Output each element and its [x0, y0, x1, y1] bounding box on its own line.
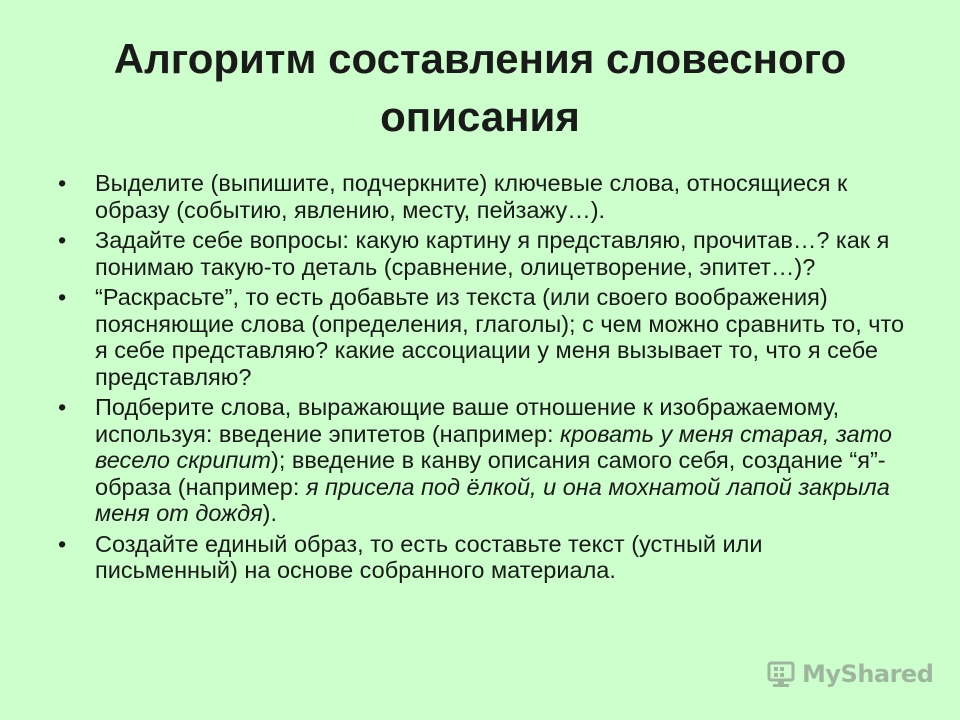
slide-title: Алгоритм составления словесного описания [113, 35, 847, 140]
bullet-marker: • [58, 394, 67, 420]
bullet-item-5 [58, 531, 910, 584]
watermark-text: MyShared [802, 660, 934, 688]
bullet-list [58, 170, 910, 588]
bullet-text: Выделите (выпишите, подчеркните) ключевые слова, относящиеся к образу (событию, явлению, месту, пейзажу…). [95, 170, 848, 223]
watermark [766, 656, 933, 692]
bullet-text: ). [262, 500, 277, 526]
bullet-text: Подберите слова, выражающие ваше отношение к изображаемому, используя: введение эпитетов (например: [95, 394, 840, 447]
bullet-marker: • [58, 530, 67, 557]
bullet-example-italic: кровать у меня старая, зато весело скрипит [95, 420, 892, 473]
bullet-item-4 [58, 394, 910, 527]
bullet-text: Задайте себе вопросы: какую картину я представляю, прочитав…? как я понимаю такую-то деталь (сравнение, олицетворение, эпитет…)? [95, 227, 890, 280]
bullet-marker: • [58, 284, 67, 310]
bullet-item-3 [58, 284, 910, 390]
bullet-item-2 [58, 227, 910, 280]
bullet-text: “Раскрасьте”, то есть добавьте из текста (или своего воображения) поясняющие слова (определения, глаголы); с чем можно сравнить то, что я себе представляю? какие ассоциации у меня вызывает то, что я себе представляю? [95, 284, 905, 390]
bullet-text: Создайте единый образ, то есть составьте текст (устный или письменный) на основе собранного материала. [95, 530, 763, 583]
bullet-item-1 [58, 170, 910, 223]
bullet-text: ); введение в канву описания самого себя, создание “я”- образа (например: [95, 447, 886, 500]
myshared-logo-icon [766, 659, 796, 689]
bullet-example-italic: я присела под ёлкой, и она мохнатой лапой закрыла меня от дождя [95, 473, 890, 526]
bullet-marker: • [58, 170, 67, 196]
bullet-marker: • [58, 227, 67, 253]
